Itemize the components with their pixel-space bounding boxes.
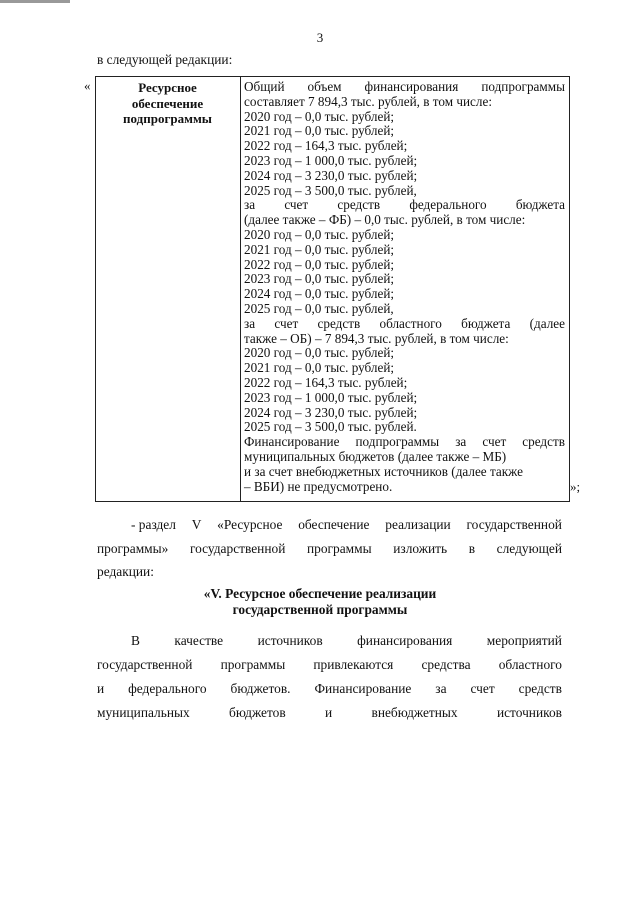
year-line: 2023 год – 1 000,0 тыс. рублей; <box>244 152 418 168</box>
word: (далее <box>529 315 565 331</box>
opening-quote: « <box>84 78 91 93</box>
word: средства <box>421 657 471 672</box>
top-rule <box>0 0 70 3</box>
word: финансирования <box>364 79 459 94</box>
word: программы <box>220 657 286 672</box>
year-line: 2020 год – 0,0 тыс. рублей; <box>244 345 395 361</box>
word: за <box>455 434 467 450</box>
word: Финансирование <box>314 681 412 696</box>
word: муниципальных <box>97 705 190 720</box>
word: государственной <box>466 517 562 532</box>
year-line: 2022 год – 164,3 тыс. рублей; <box>244 138 408 154</box>
word: мероприятий <box>486 633 562 648</box>
word: программы <box>306 541 372 556</box>
fb-head-line <box>244 198 565 213</box>
mb-line: и за счет внебюджетных источников (далее также <box>244 463 523 479</box>
word: средств <box>518 681 562 696</box>
page-number: 3 <box>316 30 324 45</box>
year-line: 2023 год – 0,0 тыс. рублей; <box>244 271 395 287</box>
year-line: 2020 год – 0,0 тыс. рублей; <box>244 226 395 242</box>
section-heading <box>0 586 640 618</box>
heading-line: государственной программы <box>232 602 408 617</box>
word: качестве <box>174 633 224 648</box>
year-line: 2020 год – 0,0 тыс. рублей; <box>244 108 395 124</box>
body-line-1 <box>131 633 562 649</box>
word: в <box>468 541 476 556</box>
section-line-1 <box>131 517 562 533</box>
word: за <box>435 681 447 696</box>
total-line: составляет 7 894,3 тыс. рублей, в том числе: <box>244 93 492 109</box>
word: - раздел <box>131 517 176 532</box>
total-head-line <box>244 80 565 95</box>
year-line: 2025 год – 0,0 тыс. рублей, <box>244 300 394 316</box>
year-line: 2025 год – 3 500,0 тыс. рублей. <box>244 419 417 435</box>
table-label-cell <box>96 77 241 502</box>
word: финансирования <box>357 633 453 648</box>
word: источников <box>257 633 323 648</box>
word: бюджетов <box>229 705 286 720</box>
word: привлекаются <box>313 657 394 672</box>
table-detail-cell <box>241 77 570 502</box>
year-line: 2024 год – 3 230,0 тыс. рублей; <box>244 167 418 183</box>
word: подпрограммы <box>481 79 565 94</box>
word: областного <box>498 657 562 672</box>
word: изложить <box>393 541 448 556</box>
section-line-2 <box>97 541 562 557</box>
word: внебюджетных <box>371 705 458 720</box>
word: Финансирование <box>244 434 340 450</box>
word: объем <box>307 79 342 94</box>
word: бюджета <box>515 197 565 213</box>
word: бюджета <box>461 315 511 331</box>
closing-quote: »; <box>570 479 581 494</box>
word: программы» <box>97 541 169 556</box>
body-line-2 <box>97 657 562 673</box>
word: «Ресурсное <box>217 517 283 532</box>
label-line: обеспечение <box>131 95 204 111</box>
year-line: 2021 год – 0,0 тыс. рублей; <box>244 123 395 139</box>
word: федерального <box>128 681 207 696</box>
year-line: 2024 год – 3 230,0 тыс. рублей; <box>244 404 418 420</box>
mb-line: – ВБИ) не предусмотрено. <box>244 478 393 494</box>
label-line: подпрограммы <box>123 111 212 127</box>
word: подпрограммы <box>355 434 440 450</box>
word: счет <box>284 197 309 213</box>
word: за <box>244 197 256 213</box>
word: бюджетов. <box>230 681 291 696</box>
word: средств <box>337 197 381 213</box>
word: Общий <box>244 79 285 94</box>
funding-row <box>96 77 570 502</box>
mb-line: муниципальных бюджетов (далее также – МБ) <box>244 448 507 464</box>
year-line: 2025 год – 3 500,0 тыс. рублей, <box>244 182 417 198</box>
word: источников <box>496 705 562 720</box>
word: средств <box>317 315 361 331</box>
heading-line: «V. Ресурсное обеспечение реализации <box>203 586 437 601</box>
word: и <box>325 705 333 720</box>
word: федерального <box>409 197 487 213</box>
year-line: 2022 год – 0,0 тыс. рублей; <box>244 256 395 272</box>
word: реализации <box>385 517 451 532</box>
year-line: 2022 год – 164,3 тыс. рублей; <box>244 374 408 390</box>
mb-head-line <box>244 435 565 450</box>
year-line: 2021 год – 0,0 тыс. рублей; <box>244 241 395 257</box>
word: областного <box>379 315 442 331</box>
word: обеспечение <box>298 517 370 532</box>
body-line-3 <box>97 681 562 697</box>
year-line: 2021 год – 0,0 тыс. рублей; <box>244 360 395 376</box>
year-line: 2023 год – 1 000,0 тыс. рублей; <box>244 389 418 405</box>
word: счет <box>274 315 299 331</box>
intro-text: в следующей редакции: <box>97 52 233 67</box>
fb-total-line: (далее также – ФБ) – 0,0 тыс. рублей, в том числе: <box>244 212 526 228</box>
ob-total-line: также – ОБ) – 7 894,3 тыс. рублей, в том числе: <box>244 330 509 346</box>
word: и <box>97 681 105 696</box>
section-line-3: редакции: <box>97 564 154 579</box>
word: следующей <box>496 541 562 556</box>
word: V <box>191 517 202 532</box>
ob-head-line <box>244 317 565 332</box>
body-line-4 <box>97 705 562 721</box>
word: В <box>131 633 140 648</box>
word: средств <box>522 434 565 450</box>
word: за <box>244 315 256 331</box>
funding-table <box>95 76 570 502</box>
year-line: 2024 год – 0,0 тыс. рублей; <box>244 286 395 302</box>
word: государственной <box>97 657 193 672</box>
word: счет <box>470 681 495 696</box>
word: государственной <box>189 541 286 556</box>
label-line: Ресурсное <box>138 80 197 95</box>
word: счет <box>482 434 507 450</box>
